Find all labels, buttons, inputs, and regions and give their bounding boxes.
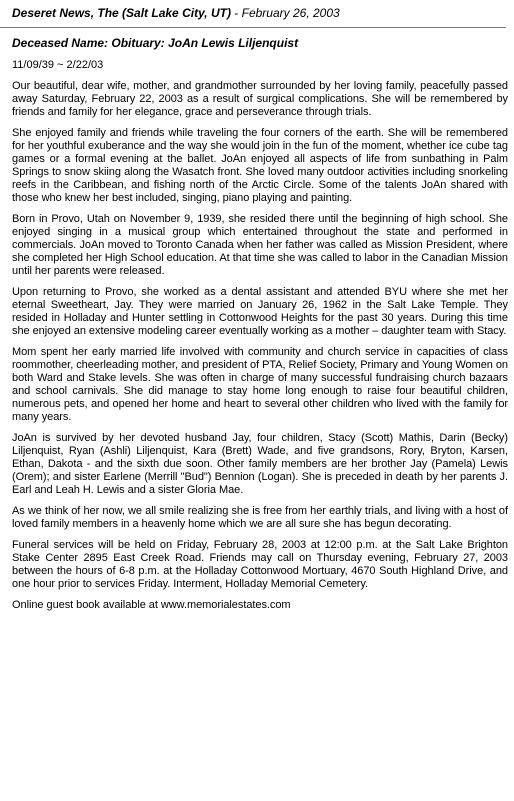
deceased-name-heading: Deceased Name: Obituary: JoAn Lewis Liljenquist: [12, 36, 299, 50]
paragraph-survivors: JoAn is survived by her devoted husband Jay, four children, Stacy (Scott) Mathis, Darin (Becky) Liljenquist, Ryan (Ashli) Liljenquist, Kara (Brett) Wade, and five grandsons, Rory, Bryton, Karsen, Ethan, Dakota - and the sixth due soon. Other family members are her brother Jay (Pamela) Lewis (Orem); and sister Earlene (Merrill "Bud") Bennion (Logan). She is preceded in death by her parents J. Earl and Leah H. Lewis and a sister Gloria Mae.: [12, 432, 508, 496]
paragraph-early-life: Born in Provo, Utah on November 9, 1939, she resided there until the beginning of high school. She enjoyed singing in a musical group which entertained throughout the state and performed in commercials. JoAn moved to Toronto Canada when her father was called as Mission President, where she completed her High School education. At that time she was called to labor in the Canadian Mission until her parents were released.: [12, 213, 508, 277]
paragraph-passing: Our beautiful, dear wife, mother, and grandmother surrounded by her loving family, peacefully passed away Saturday, February 22, 2003 as a result of surgical complications. She will be remembered by friends and family for her elegance, grace and perseverance through trials.: [12, 80, 508, 118]
header-divider: [0, 27, 506, 28]
life-dates: 11/09/39 ~ 2/22/03: [12, 59, 104, 71]
paragraph-remembrance: As we think of her now, we all smile realizing she is free from her earthly trials, and living with a host of loved family members in a heavenly home which we are all sure she has begun decorating.: [12, 505, 508, 530]
paragraph-service: Mom spent her early married life involved with community and church service in capacities of class roommother, cheerleading mother, and president of PTA, Relief Society, Primary and Young Women on both Ward and Stake levels. She was often in charge of many successful fundraising church bazaars and school carnivals. She did manage to stay home long enough to raise four beautiful children, numerous pets, and opened her home and heart to several other children who lived with the family for many years.: [12, 346, 508, 423]
paragraph-marriage: Upon returning to Provo, she worked as a dental assistant and attended BYU where she met her eternal Sweetheart, Jay. They were married on January 26, 1962 in the Salt Lake Temple. They resided in Holladay and Hunter settling in Cottonwood Heights for the past 30 years. During this time she enjoyed an extensive modeling career eventually working as a mother – daughter team with Stacy.: [12, 286, 508, 337]
paragraph-services: Funeral services will be held on Friday, February 28, 2003 at 12:00 p.m. at the Salt Lake Brighton Stake Center 2895 East Creek Road. Friends may call on Thursday evening, February 27, 2003 between the hours of 6-8 p.m. at the Holladay Cottonwood Mortuary, 4670 South Highland Drive, and one hour prior to services Friday. Interment, Holladay Memorial Cemetery.: [12, 539, 508, 590]
guest-book-line: Online guest book available at www.memorialestates.com: [12, 599, 291, 611]
paragraph-interests: She enjoyed family and friends while traveling the four corners of the earth. She will be remembered for her youthful exuberance and the way she would join in the fun of the moment, whether ice cube tag games or a formal evening at the ballet. JoAn enjoyed all aspects of life from sunbathing in Palm Springs to snow skiing along the Wasatch front. She loved many outdoor activities including snorkeling reefs in the Caribbean, and fishing north of the Arctic Circle. Some of the talents JoAn shared with those who knew her best included, singing, piano playing and painting.: [12, 127, 508, 204]
publication-name: Deseret News, The (Salt Lake City, UT): [12, 6, 231, 20]
publication-date: February 26, 2003: [241, 6, 340, 20]
source-separator: -: [230, 6, 242, 20]
source-line: [12, 6, 508, 21]
